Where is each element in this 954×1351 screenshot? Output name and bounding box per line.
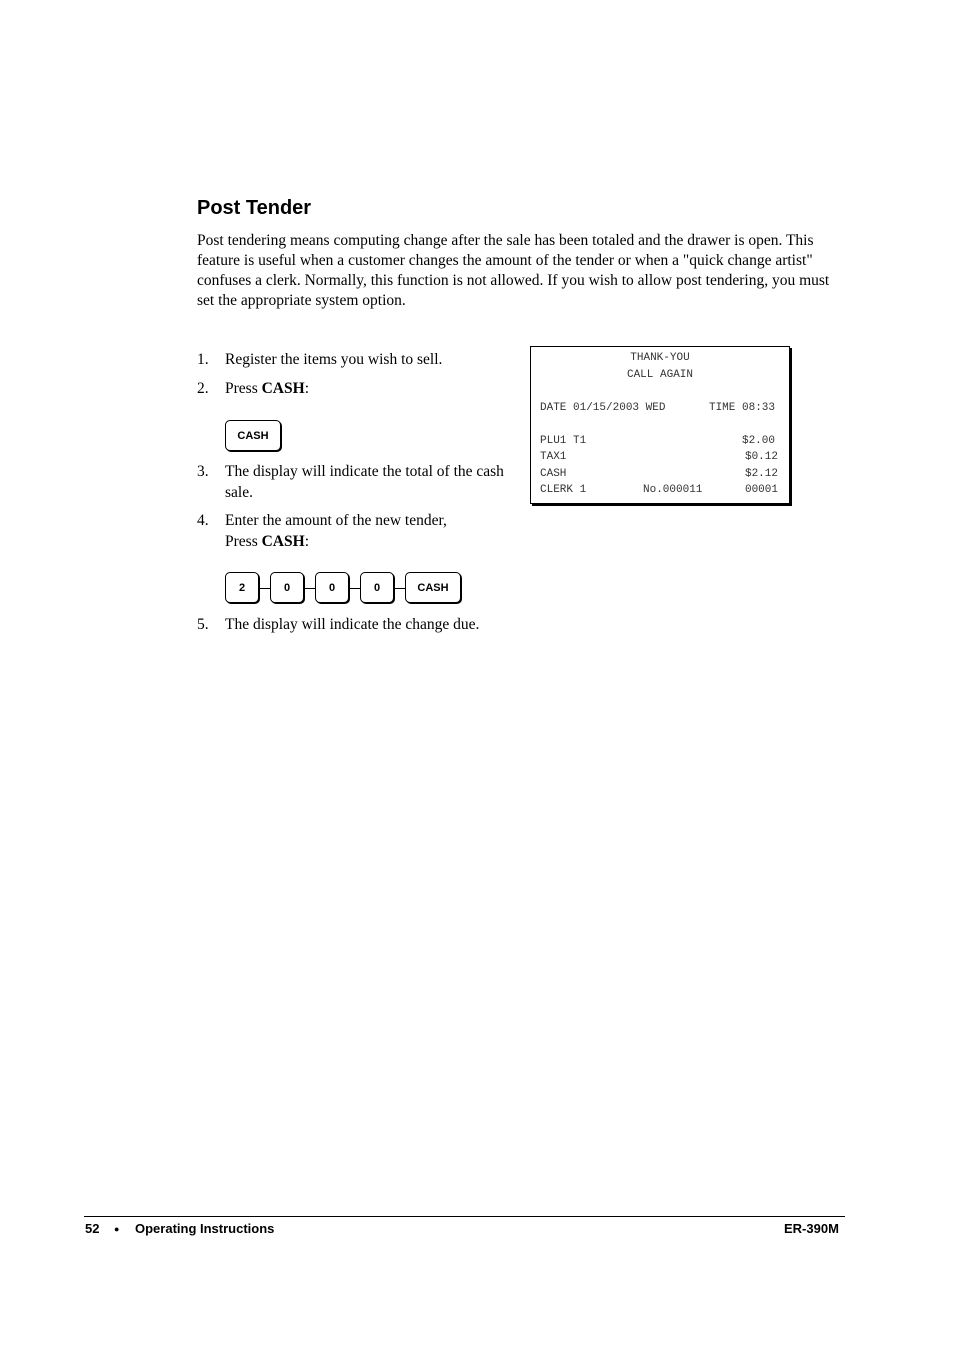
receipt-clerk: CLERK 1: [540, 484, 587, 496]
key-connector: [394, 588, 405, 589]
step-text: The display will indicate the total of the cash sale.: [225, 463, 504, 501]
key-name-cash: CASH: [261, 380, 305, 397]
key-name-cash: CASH: [261, 532, 305, 550]
cash-key: CASH: [405, 572, 461, 603]
key-0: 0: [360, 572, 394, 603]
step-text: Enter the amount of the new tender, Press CASH:: [225, 512, 447, 550]
bullet: ●: [114, 1224, 120, 1234]
step-number: 1.: [197, 351, 209, 368]
receipt-item-label: TAX1: [540, 451, 567, 463]
receipt-item-value: $2.00: [741, 435, 775, 447]
step-number: 4.: [197, 512, 209, 529]
sample-receipt: [530, 346, 790, 504]
intro-paragraph: Post tendering means computing change after the sale has been totaled and the drawer is open. This feature is useful when a customer changes the amount of the tender or when a "quick change artist" confuses a clerk. Normally, this function is not allowed. If you wish to allow post tendering, you must set the appropriate system option.: [197, 232, 830, 309]
step-number: 3.: [197, 463, 209, 480]
receipt-item-label: CASH: [540, 468, 567, 480]
key-connector: [259, 588, 270, 589]
footer-rule: [84, 1216, 845, 1217]
step-text: The display will indicate the change due.: [225, 616, 480, 633]
key-connector: [349, 588, 360, 589]
receipt-header: CALL AGAIN: [626, 369, 693, 381]
step-text: Register the items you wish to sell.: [225, 351, 443, 368]
section-title: Operating Instructions: [135, 1221, 275, 1236]
key-0: 0: [315, 572, 349, 603]
key-0: 0: [270, 572, 304, 603]
receipt-item-value: $0.12: [744, 451, 778, 463]
step-number: 5.: [197, 616, 209, 633]
receipt-sequence: 00001: [744, 484, 778, 496]
receipt-item-label: PLU1 T1: [540, 435, 587, 447]
page-title: Post Tender: [197, 197, 312, 219]
step-number: 2.: [197, 380, 209, 397]
cash-key: CASH: [225, 420, 281, 451]
model-name: ER-390M: [784, 1221, 839, 1236]
receipt-time: TIME 08:33: [708, 402, 775, 414]
receipt-header: THANK-YOU: [630, 352, 690, 364]
receipt-item-value: $2.12: [744, 468, 778, 480]
receipt-date: DATE 01/15/2003 WED: [540, 402, 666, 414]
receipt-number: No.000011: [643, 484, 703, 496]
key-connector: [304, 588, 315, 589]
step-text: Press CASH:: [225, 380, 309, 397]
page-number: 52: [85, 1221, 100, 1236]
key-2: 2: [225, 572, 259, 603]
